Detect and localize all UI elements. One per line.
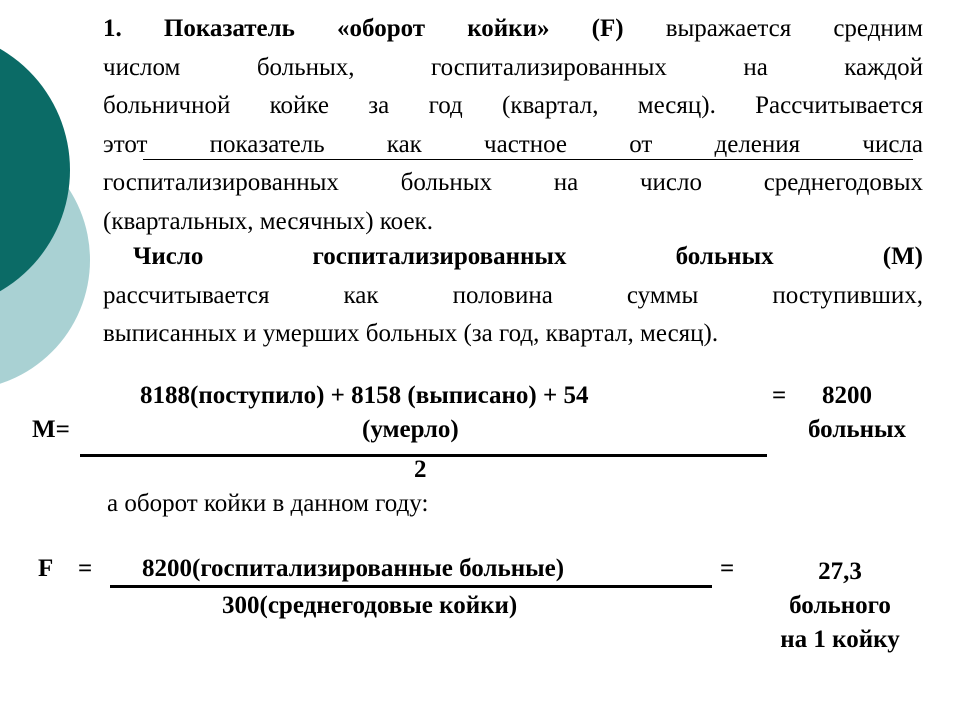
- p1-line-1-rest: выражается средним: [623, 15, 923, 42]
- p1-line-4: этот показатель как частное от деления числа: [103, 130, 923, 158]
- f-numerator: 8200(госпитализированные больные): [142, 555, 565, 582]
- underline-rule: [143, 159, 913, 160]
- p2-line-1: [103, 238, 923, 277]
- m-denominator: 2: [414, 456, 427, 483]
- m-label: М=: [32, 416, 70, 443]
- f-result-unit-2: на 1 койку: [780, 626, 900, 653]
- paragraph-2: [103, 238, 923, 354]
- p1-lead: 1. Показатель «оборот койки» (F): [103, 15, 624, 42]
- p2-lead: Число госпитализированных больных (М): [133, 243, 923, 270]
- p2-line-2: рассчитывается как половина суммы поступивших,: [103, 281, 923, 309]
- note-text: а оборот койки в данном году:: [107, 490, 429, 517]
- m-equals-sign: =: [772, 382, 787, 409]
- p1-line-2: числом больных, госпитализированных на каждой: [103, 53, 923, 81]
- f-result-unit-1: больного: [789, 592, 891, 619]
- f-label: F: [38, 555, 54, 582]
- m-numerator-line-1: 8188(поступило) + 8158 (выписано) + 54: [140, 382, 589, 409]
- f-fraction-bar: [110, 585, 712, 588]
- m-result-unit: больных: [808, 416, 907, 443]
- p1-line-5: госпитализированных больных на число среднегодовых: [103, 169, 923, 196]
- p1-line-3: больничной койке за год (квартал, месяц). Рассчитывается: [103, 92, 923, 119]
- m-result-value: 8200: [822, 382, 872, 409]
- paragraph-1: [103, 10, 923, 241]
- f-equals-sign: =: [720, 555, 735, 582]
- f-denominator: 300(среднегодовые койки): [222, 592, 518, 619]
- m-numerator-line-2: (умерло): [362, 416, 459, 443]
- f-result: [760, 555, 920, 657]
- p1-line-1: [103, 10, 923, 49]
- p2-line-3: выписанных и умерших больных (за год, квартал, месяц).: [103, 320, 719, 347]
- f-result-value: 27,3: [818, 558, 862, 585]
- f-equals-left: =: [78, 555, 93, 582]
- p1-line-6: (квартальных, месячных) коек.: [103, 207, 433, 235]
